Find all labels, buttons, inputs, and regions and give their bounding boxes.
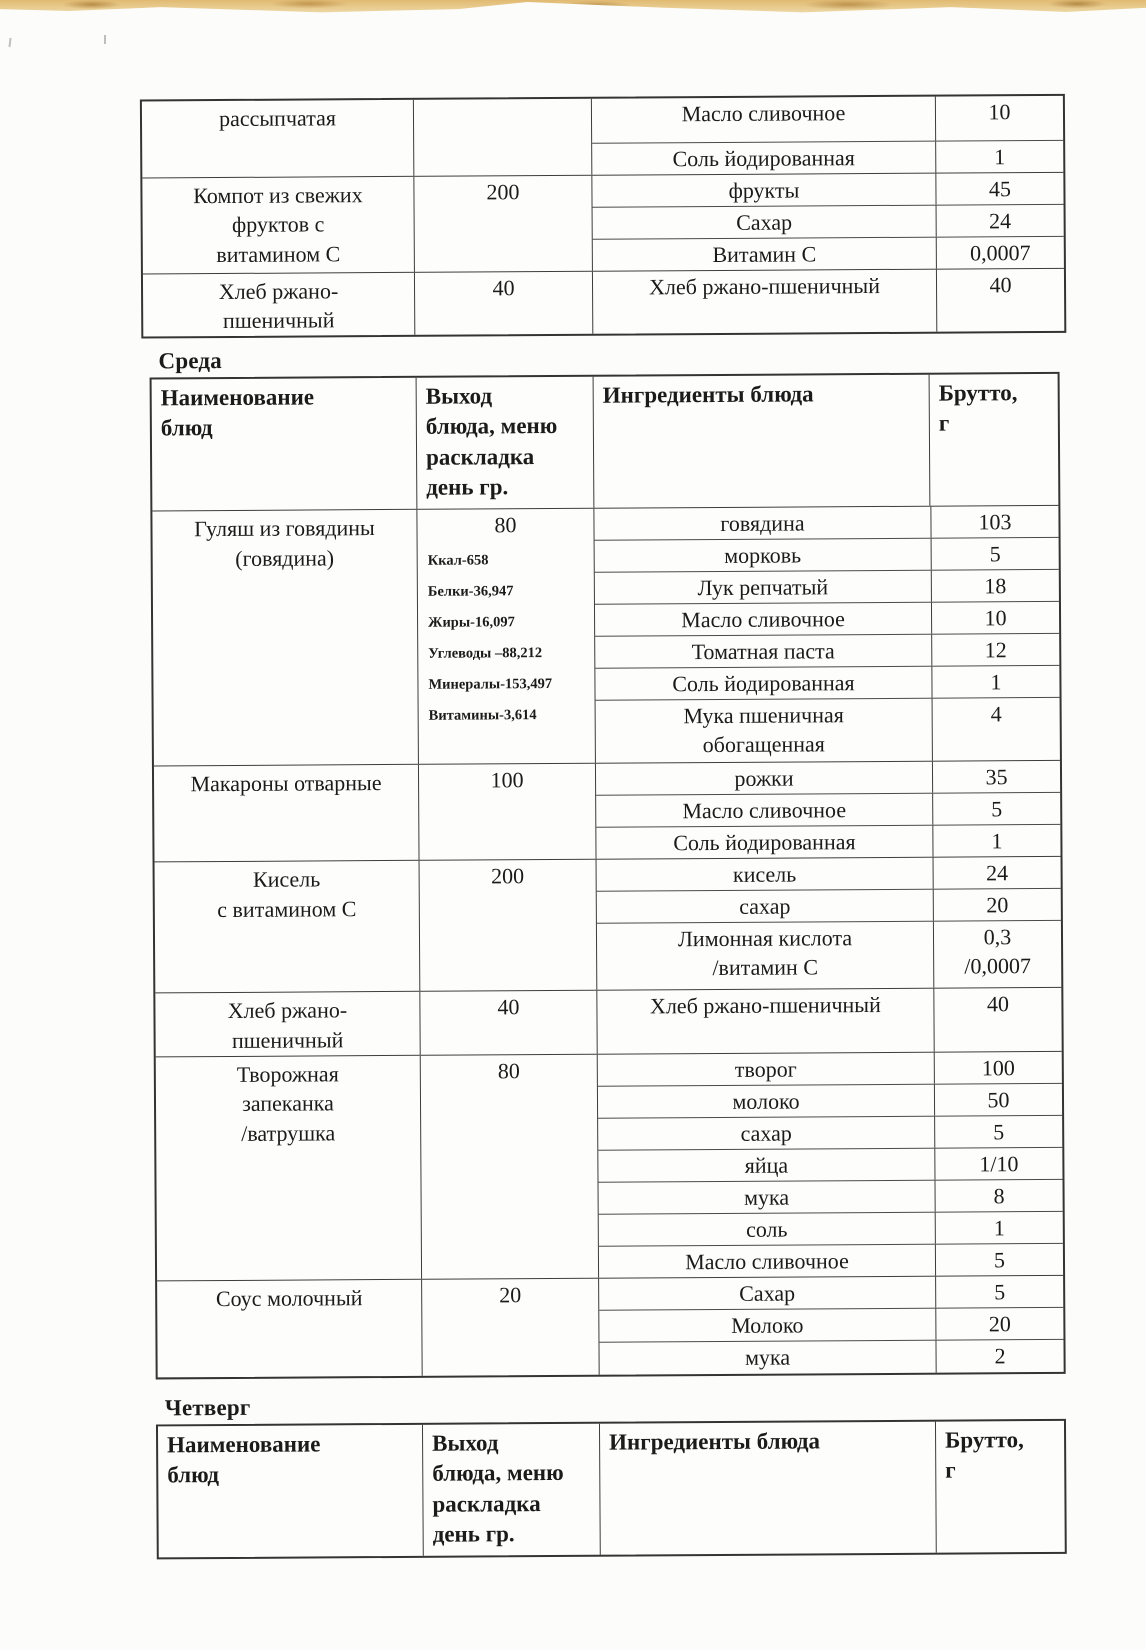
ingredient-row [592,140,1063,174]
header-dish-name: Наименование блюд [152,378,418,511]
ingredient-name: молоко [732,1088,800,1114]
ingredient-row [592,96,1063,143]
ingredient-name: Масло сливочное [681,100,846,127]
ingredient-list [597,988,1061,1053]
ingredient-gross: 100 [934,1052,1062,1084]
header-output: Выход блюда, меню раскладка день гр. [417,377,595,510]
ingredient-row [597,920,1061,990]
dish-output [419,764,597,860]
output-value: 80 [497,1057,520,1084]
ingredient-gross: 5 [934,1116,1062,1148]
ingredient-row [599,1276,1063,1310]
table-wednesday [150,372,1066,1379]
header-gross: Брутто, г [938,380,1018,436]
ingredient-list [596,761,1061,859]
ingredient-list [594,506,1060,763]
ingredient-name: сахар [739,893,791,920]
ingredient-gross: 50 [934,1084,1062,1116]
dish-name: Хлеб ржано- пшеничный [155,992,420,1056]
ingredient-row [598,1083,1062,1118]
ingredient-gross: 2 [935,1340,1063,1372]
ingredient-list [597,857,1062,990]
ingredient-name: Витамин С [712,240,817,267]
ingredient-name: рожки [734,765,794,792]
ingredient-row [595,665,1059,700]
ingredient-gross: 20 [935,1308,1063,1340]
ingredient-row [599,1211,1063,1246]
ingredient-row [596,792,1060,827]
ingredient-gross: 1 [935,141,1063,172]
output-value: 20 [499,1281,522,1308]
ingredient-gross: 1 [935,1212,1063,1244]
dish-row-sous [157,1275,1064,1378]
ingredient-row [597,888,1061,923]
ingredient-name: сахар [740,1120,792,1146]
dish-output [415,271,593,334]
output-value: 40 [492,274,515,300]
dish-row-zapekanka [156,1051,1063,1281]
ingredient-name: Молоко [731,1312,804,1339]
ingredient-name: Сахар [739,1280,796,1306]
dish-output [420,860,598,991]
dish-row-bread [143,267,1064,336]
output-value: 200 [486,178,520,204]
ingredient-gross: 40 [933,988,1061,1051]
dish-row-bread [155,987,1061,1056]
header-dish-name: Наименование блюд [158,1425,424,1558]
ingredient-row [596,761,1060,795]
dish-output [422,1279,600,1376]
nutrition-carbs: Углеводы –88,212 [428,645,543,662]
ingredient-gross: 10 [931,602,1059,634]
ingredient-name: Томатная паста [691,638,835,665]
dish-name: Макароны отварные [154,765,420,862]
ingredient-name: мука [743,1184,790,1210]
ingredient-row [594,506,1058,540]
dish-output [417,509,596,764]
ingredient-row [592,172,1063,206]
header-gross: Брутто, г [945,1426,1024,1483]
header-ingredients: Ингредиенты блюда [594,375,931,508]
ingredient-list [598,1052,1063,1278]
dish-name: Творожная запеканка /ватрушка [156,1056,422,1281]
dish-row-makarony [154,760,1061,862]
dish-name: Кисель с витамином С [155,861,421,993]
scan-speck [104,35,106,44]
nutrition-kcal: Ккал-658 [427,552,489,570]
ingredient-name: Соль йодированная [672,670,855,697]
ingredient-gross: 24 [933,857,1061,889]
ingredient-row [595,569,1059,604]
header-output: Выход блюда, меню раскладка день гр. [423,1424,601,1557]
output-value [414,99,591,103]
ingredient-row [597,857,1061,891]
ingredient-name: Лук репчатый [697,574,829,601]
ingredient-gross: 8 [934,1180,1062,1212]
ingredient-list [592,96,1063,174]
ingredient-gross: 18 [931,570,1059,602]
ingredient-name: Масло сливочное [682,797,847,824]
ingredient-list [592,172,1064,270]
ingredient-name: творог [734,1056,797,1082]
ingredient-row [593,268,1064,333]
ingredient-gross: 5 [931,538,1059,570]
ingredient-row [599,1339,1063,1374]
table-header-row [158,1421,1065,1558]
ingredient-row [593,235,1064,270]
ingredient-row [595,633,1059,668]
ingredient-name: Соль йодированная [672,145,855,172]
dish-name: рассыпчатая [142,100,414,177]
output-value: 40 [497,994,520,1020]
dish-name: Компот из свежих фруктов с витамином С [142,176,415,273]
nutrition-minerals: Минералы-153,497 [428,676,553,693]
ingredient-name: кисель [732,861,797,888]
ingredient-gross: 5 [932,793,1060,825]
ingredient-name: мука [744,1345,791,1371]
ingredient-gross: 24 [936,204,1064,236]
dish-output [420,991,597,1054]
heading-thursday: Четверг [164,1394,251,1421]
ingredient-row [597,988,1061,1053]
ingredient-gross: 0,3 /0,0007 [933,921,1061,988]
ingredient-gross: 5 [935,1244,1063,1276]
ingredient-gross: 0,0007 [936,236,1064,268]
ingredient-gross: 1/10 [934,1148,1062,1180]
ingredient-row [599,1243,1063,1278]
dish-row-gulyash [152,505,1060,766]
table-header-row [152,374,1059,511]
table-thursday [156,1419,1067,1560]
ingredient-row [598,1147,1062,1182]
ingredient-gross: 5 [935,1276,1063,1308]
dish-row-kisel [155,856,1062,993]
ingredient-row [598,1052,1062,1086]
ingredient-gross: 10 [935,96,1063,141]
dish-row-kompot [142,171,1064,273]
ingredient-gross: 4 [932,698,1060,761]
ingredient-gross: 20 [933,889,1061,921]
nutrition-fat: Жиры-16,097 [428,614,515,632]
ingredient-gross: 1 [932,825,1060,857]
ingredient-gross: 1 [931,666,1059,698]
ingredient-gross: 35 [932,761,1060,793]
ingredient-name: Масло сливочное [685,1247,849,1274]
ingredient-name: Лимонная кислота /витамин С [677,925,853,981]
dish-name: Гуляш из говядины (говядина) [152,510,419,766]
ingredient-gross: 40 [936,268,1064,331]
ingredient-name: Хлеб ржано-пшеничный [649,272,881,299]
ingredient-name: Соль йодированная [673,829,856,856]
nutrition-vitamins: Витамины-3,614 [428,707,537,724]
dish-output [414,175,593,271]
ingredient-row [595,601,1059,636]
ingredient-row [596,824,1060,859]
ingredient-gross: 45 [935,172,1063,204]
dish-name: Хлеб ржано- пшеничный [143,272,415,336]
ingredient-row [598,1115,1062,1150]
output-value: 200 [491,863,525,889]
ingredient-name: Масло сливочное [681,606,845,633]
ingredient-row [595,537,1059,572]
ingredient-row [598,1179,1062,1214]
ingredient-name: яйца [744,1152,789,1178]
ingredient-gross: 12 [931,634,1059,666]
output-value: 80 [494,512,517,538]
ingredient-gross: 103 [930,506,1058,538]
ingredient-row [596,697,1060,763]
ingredient-name: Сахар [736,209,793,235]
header-ingredients: Ингредиенты блюда [600,1421,937,1554]
output-value: 100 [490,767,524,793]
dish-output [414,99,592,176]
ingredient-name: фрукты [728,177,800,203]
heading-wednesday: Среда [158,347,223,374]
ingredient-name: морковь [724,542,802,569]
ingredient-list [599,1276,1064,1375]
dish-output [421,1055,599,1279]
ingredient-name: Мука пшеничная обогащенная [683,702,844,758]
table-previous-day-partial [140,94,1066,339]
ingredient-name: говядина [720,510,805,537]
ingredient-list [593,268,1064,333]
dish-row-rassypchataya [142,96,1063,177]
ingredient-name: соль [745,1216,788,1242]
nutrition-protein: Белки-36,947 [427,583,514,601]
ingredient-row [593,203,1064,238]
ingredient-name: Хлеб ржано-пшеничный [649,992,881,1019]
dish-name: Соус молочный [157,1280,423,1378]
ingredient-row [599,1307,1063,1342]
